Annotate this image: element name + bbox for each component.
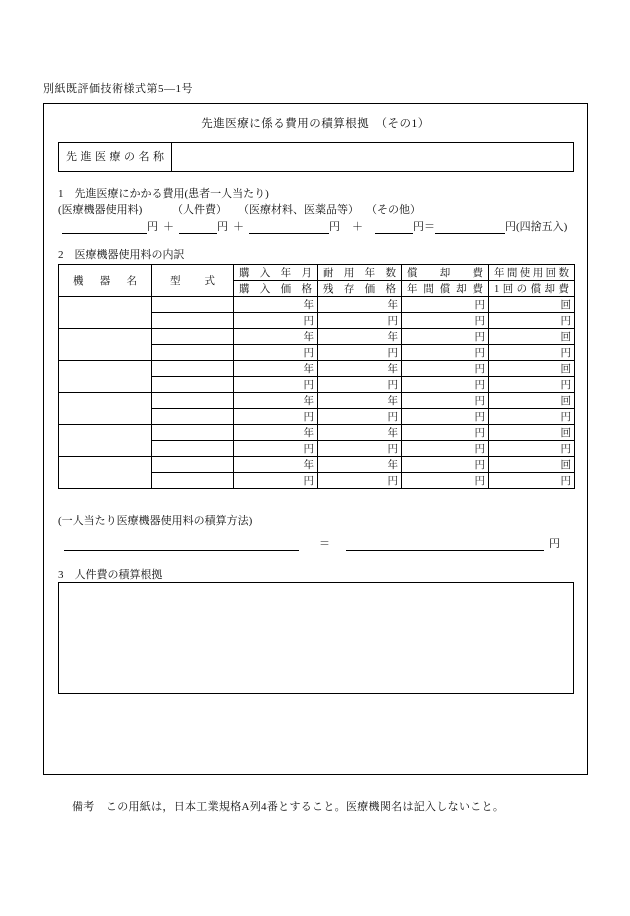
annual-depreciation-cell[interactable]: 円 (402, 313, 489, 329)
cost-blank-total[interactable] (435, 220, 505, 234)
depreciation-cell[interactable]: 円 (402, 457, 489, 473)
equipment-name-cell[interactable] (59, 425, 152, 457)
form-title: 先進医療に係る費用の積算根拠 （その1） (201, 118, 430, 130)
model-cell[interactable] (152, 361, 234, 377)
section1-heading: 1 先進医療にかかる費用(患者一人当たり) (58, 188, 269, 200)
annual-uses-cell[interactable]: 回 (489, 361, 575, 377)
service-years-cell[interactable]: 年 (318, 329, 402, 345)
model-cell[interactable] (152, 329, 234, 345)
service-years-cell[interactable]: 年 (318, 361, 402, 377)
header-equipment-name: 機 器 名 (59, 265, 152, 297)
unit-label: 円 (549, 538, 560, 550)
service-years-cell[interactable]: 年 (318, 457, 402, 473)
service-years-cell[interactable]: 年 (318, 297, 402, 313)
footer-note: 備考 この用紙は，日本工業規格A列4番とすること。医療機関名は記入しないこと。 (72, 801, 505, 813)
plus-sign: ＋ (233, 221, 244, 233)
annual-uses-cell[interactable]: 回 (489, 329, 575, 345)
depreciation-cell[interactable]: 円 (402, 329, 489, 345)
purchase-date-cell[interactable]: 年 (234, 457, 318, 473)
name-label: 先 進 医 療 の 名 称 (59, 143, 172, 171)
header-annual-uses: 年間使用回数 (489, 265, 575, 281)
per-use-depreciation-cell[interactable]: 円 (489, 441, 575, 457)
annual-depreciation-cell[interactable]: 円 (402, 377, 489, 393)
model-cell[interactable] (152, 345, 234, 361)
equipment-row-top (59, 361, 575, 377)
equipment-name-cell[interactable] (59, 457, 152, 489)
depreciation-cell[interactable]: 円 (402, 425, 489, 441)
equipment-name-cell[interactable] (59, 329, 152, 361)
annual-depreciation-cell[interactable]: 円 (402, 441, 489, 457)
per-use-depreciation-cell[interactable]: 円 (489, 313, 575, 329)
purchase-price-cell[interactable]: 円 (234, 313, 318, 329)
header-per-use-depreciation: 1回の償却費 (489, 281, 575, 297)
method-result-blank[interactable] (346, 537, 544, 551)
equipment-row-top (59, 425, 575, 441)
equals-sign: ＝ (319, 538, 330, 550)
purchase-price-cell[interactable]: 円 (234, 441, 318, 457)
personnel-cost-basis-box[interactable] (58, 582, 574, 694)
purchase-date-cell[interactable]: 年 (234, 361, 318, 377)
section3-heading: 3 人件費の積算根拠 (58, 569, 163, 581)
model-cell[interactable] (152, 377, 234, 393)
table-header-row-top (59, 265, 575, 281)
unit-label: 円 (413, 221, 424, 233)
residual-price-cell[interactable]: 円 (318, 441, 402, 457)
residual-price-cell[interactable]: 円 (318, 473, 402, 489)
purchase-date-cell[interactable]: 年 (234, 297, 318, 313)
form-border-box (43, 103, 588, 775)
cost-category-labels (44, 201, 587, 217)
model-cell[interactable] (152, 393, 234, 409)
header-depreciation: 償 却 費 (402, 265, 489, 281)
service-years-cell[interactable]: 年 (318, 393, 402, 409)
equipment-name-cell[interactable] (59, 393, 152, 425)
equipment-row-top (59, 297, 575, 313)
annual-depreciation-cell[interactable]: 円 (402, 473, 489, 489)
cost-formula-line (62, 216, 567, 234)
residual-price-cell[interactable]: 円 (318, 313, 402, 329)
equipment-row-top (59, 393, 575, 409)
model-cell[interactable] (152, 297, 234, 313)
equipment-row-top (59, 329, 575, 345)
depreciation-cell[interactable]: 円 (402, 361, 489, 377)
equipment-name-cell[interactable] (59, 297, 152, 329)
depreciation-cell[interactable]: 円 (402, 297, 489, 313)
annual-depreciation-cell[interactable]: 円 (402, 409, 489, 425)
purchase-price-cell[interactable]: 円 (234, 345, 318, 361)
model-cell[interactable] (152, 457, 234, 473)
residual-price-cell[interactable]: 円 (318, 345, 402, 361)
equals-sign: ＝ (424, 221, 435, 233)
model-cell[interactable] (152, 441, 234, 457)
purchase-price-cell[interactable]: 円 (234, 409, 318, 425)
per-use-depreciation-cell[interactable]: 円 (489, 345, 575, 361)
rounding-suffix: 円(四捨五入) (505, 221, 568, 233)
annual-uses-cell[interactable]: 回 (489, 297, 575, 313)
section2-heading: 2 医療機器使用料の内訳 (58, 249, 185, 261)
header-service-years: 耐 用 年 数 (318, 265, 402, 281)
unit-label: 円 (217, 221, 228, 233)
header-annual-depreciation: 年 間 償 却 費 (402, 281, 489, 297)
model-cell[interactable] (152, 473, 234, 489)
equipment-row-top (59, 457, 575, 473)
purchase-price-cell[interactable]: 円 (234, 377, 318, 393)
method-expression-blank[interactable] (64, 537, 299, 551)
cost-blank-personnel[interactable] (179, 220, 217, 234)
annual-depreciation-cell[interactable]: 円 (402, 345, 489, 361)
cost-blank-other[interactable] (375, 220, 413, 234)
unit-label: 円 (329, 221, 340, 233)
depreciation-cell[interactable]: 円 (402, 393, 489, 409)
cost-blank-device-usage[interactable] (62, 220, 147, 234)
per-use-depreciation-cell[interactable]: 円 (489, 409, 575, 425)
advanced-medical-name-box (58, 142, 574, 172)
annual-uses-cell[interactable]: 回 (489, 393, 575, 409)
residual-price-cell[interactable]: 円 (318, 409, 402, 425)
header-model: 型 式 (152, 265, 234, 297)
header-purchase-date: 購 入 年 月 (234, 265, 318, 281)
purchase-price-cell[interactable]: 円 (234, 473, 318, 489)
category-device-usage: (医療機器使用料) (58, 204, 143, 216)
category-materials: （医療材料、医薬品等） (238, 204, 359, 216)
equipment-name-cell[interactable] (59, 361, 152, 393)
header-purchase-price: 購 入 価 格 (234, 281, 318, 297)
name-input-area[interactable] (172, 143, 573, 171)
plus-sign: ＋ (163, 221, 174, 233)
plus-sign: ＋ (352, 221, 363, 233)
equipment-usage-table (58, 264, 575, 489)
category-other: （その他） (366, 204, 421, 216)
purchase-date-cell[interactable]: 年 (234, 393, 318, 409)
unit-label: 円 (147, 221, 158, 233)
header-residual-price: 残 存 価 格 (318, 281, 402, 297)
cost-blank-materials[interactable] (249, 220, 329, 234)
equipment-table-body (59, 297, 575, 489)
annual-uses-cell[interactable]: 回 (489, 425, 575, 441)
model-cell[interactable] (152, 409, 234, 425)
model-cell[interactable] (152, 425, 234, 441)
service-years-cell[interactable]: 年 (318, 425, 402, 441)
category-personnel: （人件費） (172, 204, 227, 216)
annual-uses-cell[interactable]: 回 (489, 457, 575, 473)
purchase-date-cell[interactable]: 年 (234, 425, 318, 441)
method-formula-line (64, 533, 560, 551)
model-cell[interactable] (152, 313, 234, 329)
form-number: 別紙既評価技術様式第5—1号 (43, 83, 193, 95)
per-use-depreciation-cell[interactable]: 円 (489, 377, 575, 393)
per-use-depreciation-cell[interactable]: 円 (489, 473, 575, 489)
residual-price-cell[interactable]: 円 (318, 377, 402, 393)
method-label: (一人当たり医療機器使用料の積算方法) (58, 515, 253, 527)
purchase-date-cell[interactable]: 年 (234, 329, 318, 345)
